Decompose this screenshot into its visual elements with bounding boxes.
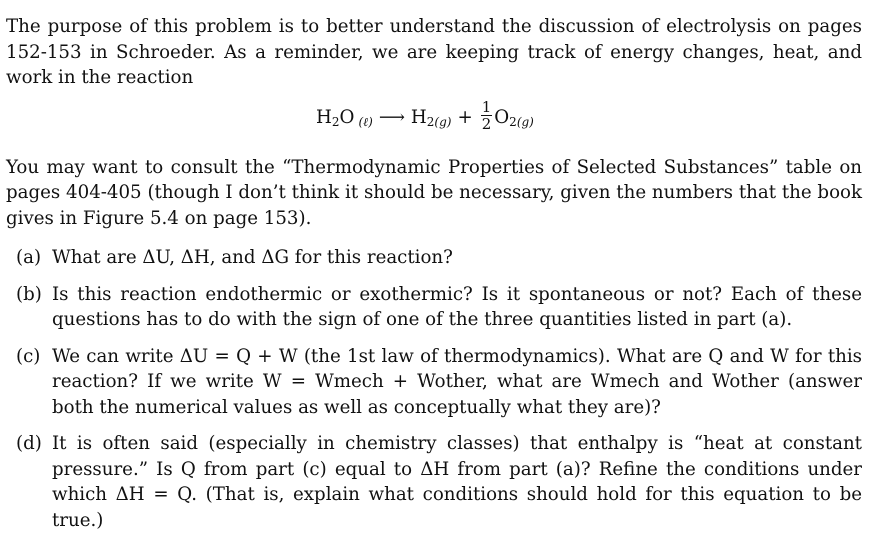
reaction-arrow: ⟶ [378,106,405,128]
question-item-d [6,431,862,533]
question-list [6,245,862,533]
product1-symbol: H [410,106,427,128]
question-item-a [6,245,862,271]
question-item-c [6,344,862,421]
product2-symbol: O [494,106,510,128]
reactant-subscript: 2 [331,115,340,129]
reaction-equation [6,93,862,147]
problem-page [6,0,862,544]
reactant-tail: O [339,106,355,128]
question-item-b [6,282,862,333]
fraction-numerator: 1 [481,97,492,116]
equation-body [316,97,534,134]
question-text: We can write ΔU = Q + W (the 1st law of thermodynamics). What are Q and W for this reaction? If we write W = Wmech + Wother, what are Wmech and Wother (answer both the numerical values as well as conceptually what they are)? [52,345,862,418]
half-fraction [481,99,493,132]
product1-subscript: 2 [426,115,435,129]
reactant-phase: (ℓ) [358,114,373,129]
question-text: Is this reaction endothermic or exothermic? Is it spontaneous or not? Each of these questions has to do with the sign of one of the three quantities listed in part (a). [52,283,862,330]
fraction-denominator: 2 [481,114,492,133]
product2-phase: (g) [516,115,534,129]
consult-paragraph: You may want to consult the “Thermodynamic Properties of Selected Substances” table on pages 404-405 (though I don’t think it should be necessary, given the numbers that the book gives in Figure 5.4 on page 153). [6,156,862,229]
intro-paragraph: The purpose of this problem is to better understand the discussion of electrolysis on pages 152-153 in Schroeder. As a reminder, we are keeping track of energy changes, heat, and work in the reaction [6,16,862,88]
question-label: (d) [16,433,42,454]
question-text: What are ΔU, ΔH, and ΔG for this reaction? [52,247,453,268]
plus-sign: + [457,106,473,128]
product1-phase: (g) [434,115,452,129]
reactant-symbol: H [316,106,332,128]
question-label: (b) [16,283,42,305]
question-label: (c) [16,345,41,367]
question-label: (a) [16,247,42,268]
question-text: It is often said (especially in chemistry classes) that enthalpy is “heat at constant pressure.” Is Q from part (c) equal to ΔH from part (a)? Refine the conditions under which ΔH = Q. (That is, explain what conditions should hold for this equation to be true.) [52,433,862,531]
product2-subscript: 2 [509,115,517,129]
